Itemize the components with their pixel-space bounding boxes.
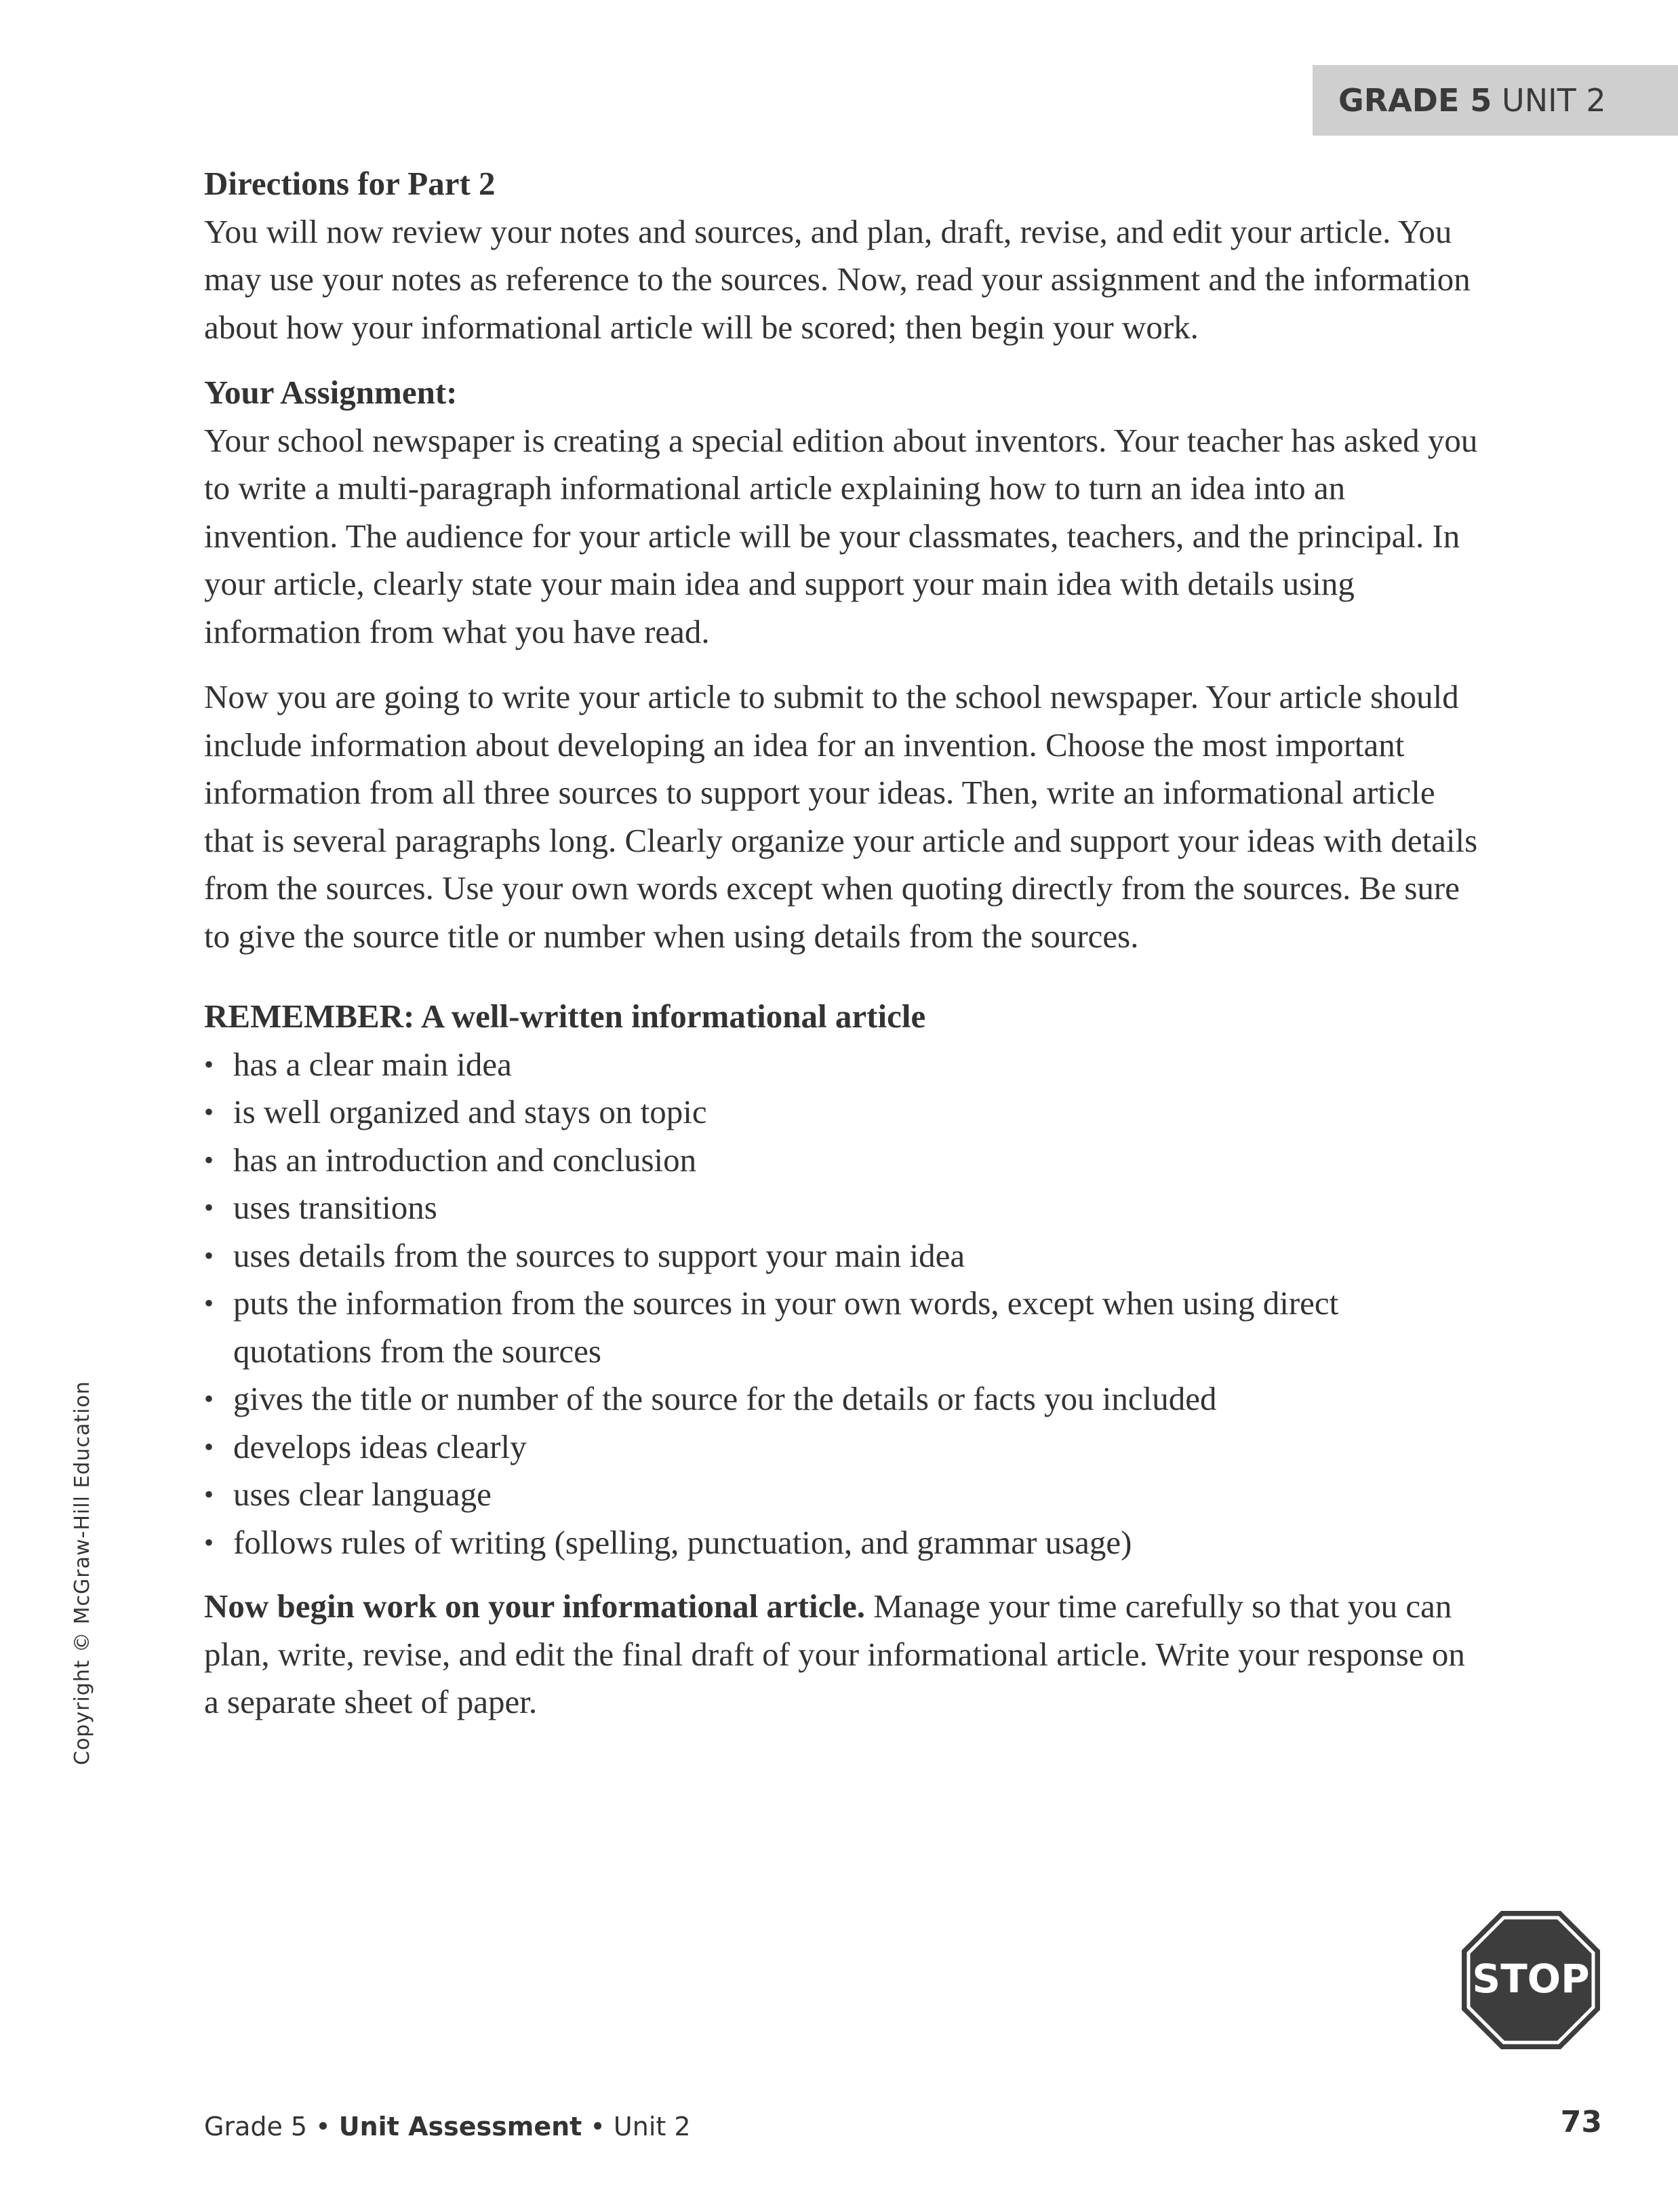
closing-bold: Now begin work on your informational article. [204,1587,865,1625]
copyright-notice: Copyright © McGraw-Hill Education [71,1381,94,1765]
footer-grade: Grade 5 [204,2112,308,2141]
checklist-item: • has a clear main idea [204,1041,1479,1089]
grade-unit-tab [1313,65,1678,136]
footer-unit: Unit 2 [613,2112,691,2141]
stop-sign-icon [1459,1908,1603,2052]
assignment-paragraph-2: Now you are going to write your article to submit to the school newspaper. Your article should include information about developing an idea for an invention. Choose the most important information from all three sources to support your ideas. Then, write an informational article that is several paragraphs long. Clearly organize your article and support your ideas with details from the sources. Use your own words except when quoting directly from the sources. Be sure to give the source title or number when using details from the sources. [204,678,1478,955]
footer-info [204,2112,691,2141]
assignment-paragraph-1: Your school newspaper is creating a special edition about inventors. Your teacher has asked you to write a multi-paragraph informational article explaining how to turn an idea into an invention. The audience for your article will be your classmates, teachers, and the principal. In your article, clearly state your main idea and support your main idea with details using information from what you have read. [204,421,1478,650]
footer-separator: • [590,2112,605,2141]
closing-paragraph [204,1583,1479,1726]
page-number: 73 [1560,2105,1602,2139]
checklist-item: • uses transitions [204,1184,1479,1232]
stop-sign-label: STOP [1472,1956,1590,2002]
assignment-heading: Your Assignment: [204,374,458,411]
footer-separator: • [315,2112,331,2141]
checklist-item: • puts the information from the sources in your own words, except when using direct quotations from the sources [204,1280,1479,1375]
remember-heading: REMEMBER: A well-written informational article [204,998,926,1035]
closing-text: Manage your time carefully so that you can plan, write, revise, and edit the final draft of your informational article. Write your response on a separate sheet of paper. [204,1587,1465,1720]
page-content [204,160,1479,1726]
checklist-item: • uses details from the sources to support your main idea [204,1232,1479,1280]
grade-label: GRADE 5 [1338,82,1492,119]
checklist-item: • develops ideas clearly [204,1423,1479,1472]
directions-text: You will now review your notes and sources, and plan, draft, revise, and edit your article. You may use your notes as reference to the sources. Now, read your assignment and the information about how your informational article will be scored; then begin your work. [204,212,1471,346]
checklist-item: • uses clear language [204,1471,1479,1519]
checklist-item: • is well organized and stays on topic [204,1088,1479,1137]
directions-heading: Directions for Part 2 [204,165,496,202]
checklist-item: • has an introduction and conclusion [204,1137,1479,1185]
checklist-item: • gives the title or number of the source for the details or facts you included [204,1375,1479,1423]
checklist-item: • follows rules of writing (spelling, punctuation, and grammar usage) [204,1519,1479,1567]
footer-assessment: Unit Assessment [338,2112,582,2141]
checklist [204,1041,1479,1567]
unit-label: UNIT 2 [1502,82,1606,119]
